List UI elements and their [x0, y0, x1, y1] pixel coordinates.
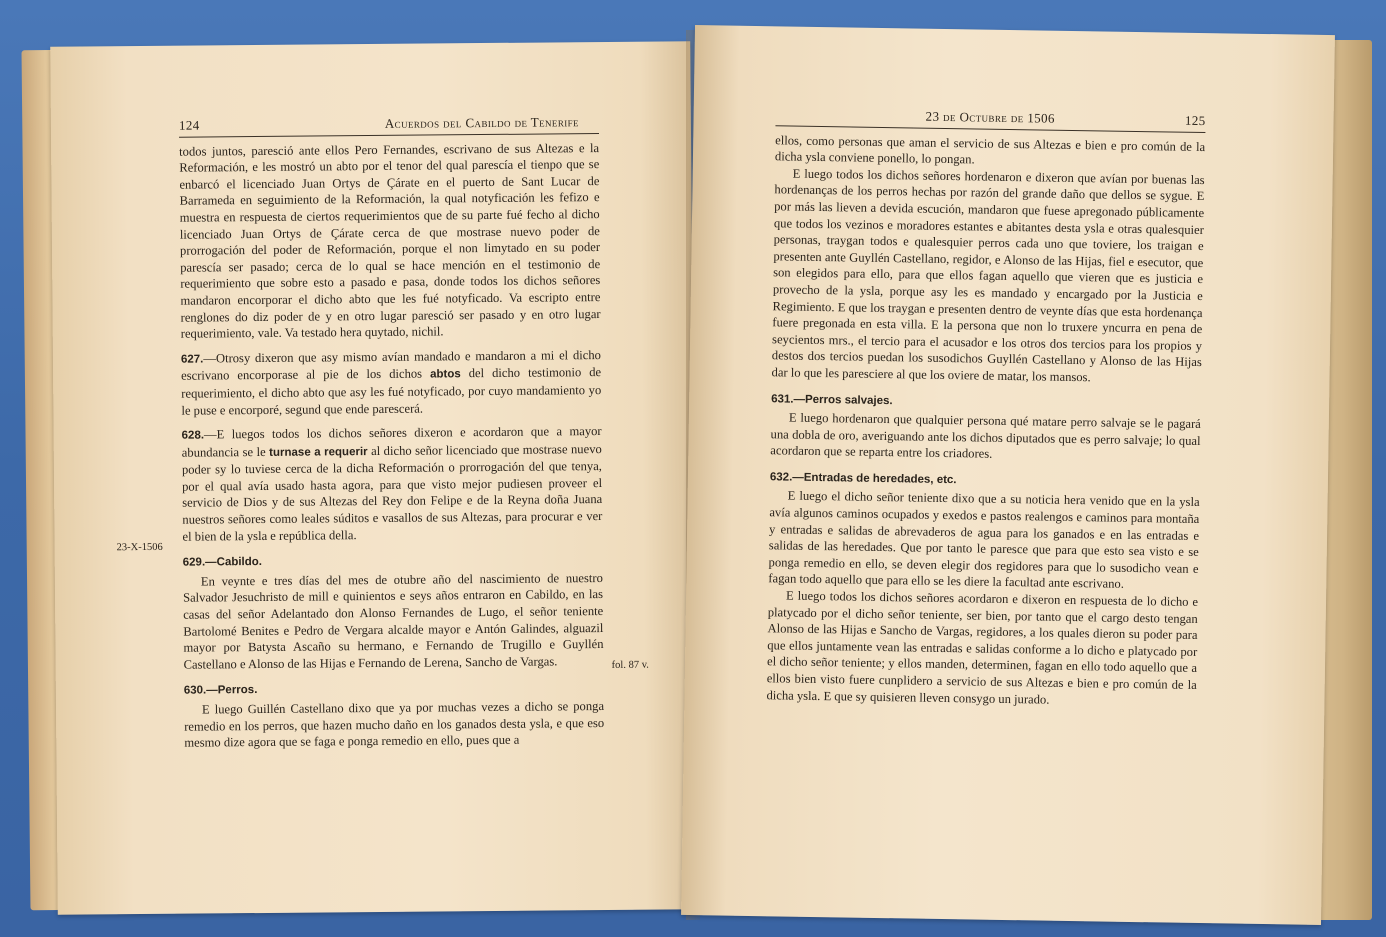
entry-627-number: 627. [180, 353, 204, 366]
entry-628 [182, 423, 603, 545]
entry-627-text-a: —Otrosy dixeron que asy mismo avían mandado e mandaron a mi el dicho escrivano encorporase al pie de los dichos [181, 347, 601, 383]
entry-629-title: 629.—Cabildo. [182, 556, 263, 569]
left-continuation-text: todos juntos, paresció ante ellos Pero Fernandes, escrivano de sus Altezas e la Reformación, e les mostró un abto por el tenor del qual parescía el tienpo que se enbarcó el licenciado Juan Ortys de Çárate en el puerto de Sant Lucar de Barrameda en seguimiento de la Reformación, la qual notyficación les fefizo e muestra en respuesta de ciertos requerimientos que de su parte fué fecho al dicho licenciado Juan Ortys de Çárate cerca de que mostrase nuevo poder de prorrogación del poder de Reformación, porque el non limytado en su poder parescía ser pasado; cerca de lo qual se hace mención en el testimonio de requerimiento que sobre esto a pasado e pasa, donde todos los dichos señores mandaron encorporar el dicho abto que les fué notyficado. Va escripto entre renglones do diz poder de y en otro lugar paresció ser pasado y en otro lugar requerimiento, vale. Va testado hera quytado, nichil. [179, 140, 601, 341]
entry-632-text-2: E luego todos los dichos señores acordaron e dixeron en respuesta de lo dicho e platycado por el dicho señor teniente, ser bien, por tanto que el cargo desto tengan Alonso de las Hijas e Sancho de Vargas, regidores, a los quales dieron su poder para que ellos juntamente vean las entradas e salidas conforme a lo dicho e platycado por el dicho señor teniente; y ellos manden, determinen, fagan en ello todo aquello que a ellos bien visto fuere cunplidero a servicio de sus Altezas e bien e pro común de la dicha ysla. E que sy quisieren lleven consygo un jurado. [766, 588, 1199, 707]
entry-632-text: E luego el dicho señor teniente dixo que a su noticia hera venido que en la ysla avía algunos caminos ocupados y exedos e pastos realengos e caminos para montaña y entradas e salidas de abrevaderos de agua para los ganados e en las entradas e salidas de las heredades. Que por tanto le paresce que para que esto sea visto e se ponga remedio en ello, se deven elegir dos regidores para que lo susodicho vean e fagan todo aquello que para ello se les diere la facultad ante escrivano. [768, 489, 1200, 592]
left-page-content [179, 114, 605, 751]
entry-628-text-a: —E luegos todos los dichos señores dixeron e acordaron que a mayor abundancia se le [181, 424, 602, 460]
entry-631-text: E luego hordenaron que qualquier persona qué matare perro salvaje se le pagará una dobla de oro, averiguando ante los dichos diputados que es perro salvaje; lo qual acordaron que se reparta entre los criadores. [770, 410, 1201, 462]
entry-628-text-b: al dicho señor licenciado que mostrase nuevo poder sy lo tuviese cerca de la dicha Reformación o prorrogación del que tenya, por el qual avía usado hasta agora, para que visto mejor pudiesen proveer el servicio de Dios y de sus Altezas del Rey don Felipe e de la Reyna doña Juana nuestros señores como leales súditos e vasallos de sus Altezas, para procurar e ver el bien de la ysla e república della. [181, 441, 603, 544]
right-page [681, 25, 1335, 925]
entry-631-title: 631.—Perros salvajes. [771, 392, 893, 407]
entry-630-text: E luego Guillén Castellano dixo que ya por muchas vezes a dicho se ponga remedio en los perros, que hazen mucho daño en los ganados desta ysla, e que eso mesmo dize agora que se faga e ponga remedio en ello, pues que a [184, 699, 605, 750]
right-paragraph-2: E luego todos los dichos señores hordenaron e dixeron que avían por buenas las hordenanças de los perros hechas por razón del grande daño que dellos se sygue. E por más las lieven a devida escución, mandaron que fuese apregonado públicamente que todos los vezinos e moradores estantes e abitantes desta ysla e otras qualesquier personas, traygan todos e qualesquier perros cada uno que toviere, los traigan e presenten ante Guyllén Castellano, regidor, e Alonso de las Hijas, fiel e esecutor, que son elegidos para ello, para que ellos fagan aquello que vieren que es justicia e provecho de la ysla, porque asy les es mandado y encargado por la Justicia e Regimiento. E que los traygan e presenten dentro de veynte días que esta hordenança fuere pregonada en esta villa. E la persona que non lo truxere yncurra en pena de seycientos mrs., el tercio para el acusador e los otros dos tercios para los propios y destos dos tercios puedan los susodichos Guyllén Castellano y Alonso de las Hijas dar lo que les paresciere al que los oviere de matar, los mansos. [771, 166, 1205, 385]
entry-628-bold: turnase a requerir [269, 445, 368, 459]
left-running-header [179, 114, 599, 137]
entry-627 [181, 347, 602, 419]
right-continuation-text: ellos, como personas que aman el servicio de sus Altezas e bien e pro común de la dicha ysla conviene ponello, lo pongan. [774, 132, 1206, 167]
entry-627-text-b: del dicho testimonio de requerimiento, el dicho abto que asy les fué notyficado, por cuyo mandamiento yo le puse e encorporé, segund que ende parescerá. [181, 365, 602, 418]
right-page-number: 125 [1184, 112, 1206, 129]
entry-632-title: 632.—Entradas de heredades, etc. [769, 471, 957, 487]
right-running-head: 23 de Octubre de 1506 [925, 108, 1056, 126]
entry-627-bold: abtos [430, 368, 461, 381]
left-running-head: Acuerdos del Cabildo de Tenerife [384, 114, 579, 131]
margin-folio-note: fol. 87 v. [611, 659, 649, 671]
margin-date-note: 23-X-1506 [116, 541, 163, 554]
left-page-number: 124 [178, 117, 200, 133]
right-page-content [766, 106, 1205, 710]
entry-630-title: 630.—Perros. [183, 684, 258, 698]
entry-629-text: En veynte e tres días del mes de otubre año del nascimiento de nuestro Salvador Jesuchristo de mill e quinientos e seys años entraron en Cabildo, en las casas del señor Adelantado don Alonso Fernandes de Lugo, el señor teniente Bartolomé Benites e Pedro de Vergara alcalde mayor e Antón Galindes, alguazil mayor por Batysta Ascaño su hermano, e Fernando de Trugillo e Guyllén Castellano e Alonso de las Hijas e Fernando de Lerena, Sancho de Vargas. [182, 570, 604, 672]
left-page [50, 41, 698, 915]
right-running-header [775, 106, 1205, 132]
entry-628-number: 628. [181, 429, 205, 442]
